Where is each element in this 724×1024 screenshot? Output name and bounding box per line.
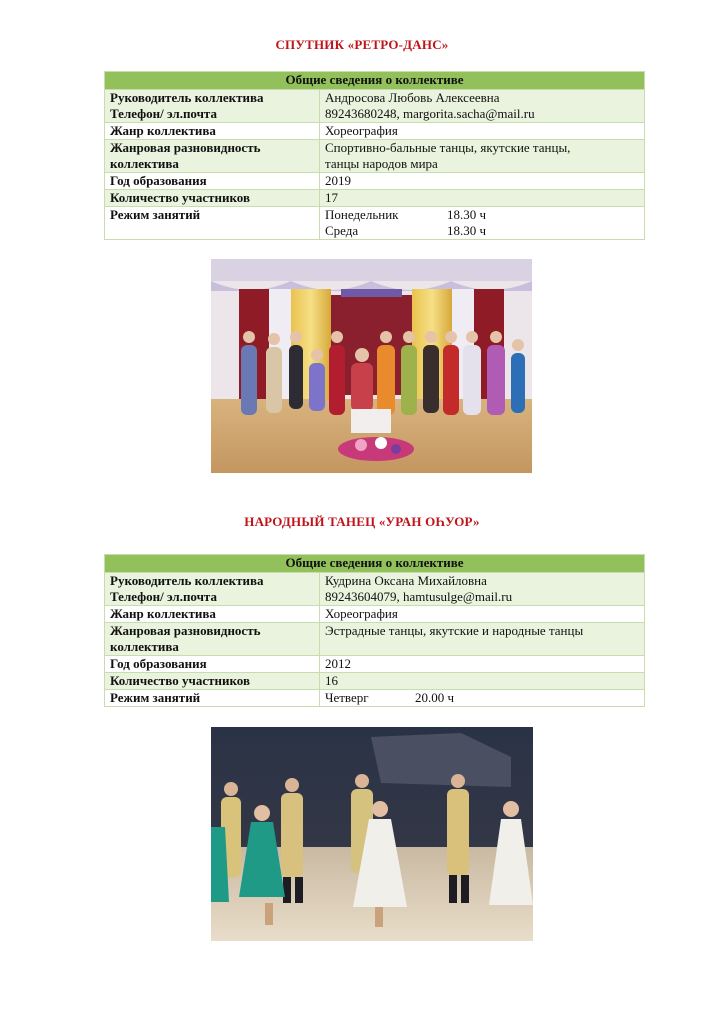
schedule-day: Четверг [325,690,369,705]
table-row-value: 2012 [320,656,645,673]
table-header: Общие сведения о коллективе [105,72,645,90]
table-row-label: Жанровая разновидность коллектива [105,623,320,656]
table-row-label: Руководитель коллектива Телефон/ эл.почта [105,573,320,606]
table-row-value: Кудрина Оксана Михайловна 89243604079, hamtusulge@mail.ru [320,573,645,606]
table-row-label: Жанр коллектива [105,123,320,140]
table-row-label: Жанр коллектива [105,606,320,623]
table-row-label: Год образования [105,173,320,190]
table-row-value: Эстрадные танцы, якутские и народные танцы [320,623,645,656]
group-2-title: НАРОДНЫЙ ТАНЕЦ «УРАН ОҺУОР» [244,514,480,529]
group-1-title: СПУТНИК «РЕТРО-ДАНС» [275,37,449,52]
table-row-value: Андросова Любовь Алексеевна 89243680248, margorita.sacha@mail.ru [320,90,645,123]
table-row-value: 17 [320,190,645,207]
schedule-time: 20.00 ч [415,690,455,705]
table-row-label: Руководитель коллектива Телефон/ эл.почта [105,90,320,123]
schedule-cell [320,690,645,707]
group-2-photo [211,727,533,941]
table-row-value: Хореография [320,606,645,623]
table-row-label: Режим занятий [105,690,320,707]
schedule-time: 18.30 ч [447,223,487,238]
schedule-day: Понедельник [325,207,399,222]
table-row-label: Количество участников [105,190,320,207]
table-header: Общие сведения о коллективе [105,555,645,573]
table-row-label: Количество участников [105,673,320,690]
table-row-value: Хореография [320,123,645,140]
table-row-value: 2019 [320,173,645,190]
group-1-photo-image [211,259,532,473]
table-row-value: Спортивно-бальные танцы, якутские танцы, танцы народов мира [320,140,645,173]
table-row-label: Жанровая разновидность коллектива [105,140,320,173]
group-2-info-table [104,554,645,707]
table-row-label: Режим занятий [105,207,320,240]
group-1-photo [211,259,532,473]
table-row-label: Год образования [105,656,320,673]
group-1-info-table [104,71,645,240]
table-row-value: 16 [320,673,645,690]
schedule-day: Среда [325,223,359,238]
schedule-cell [320,207,645,240]
schedule-time: 18.30 ч [447,207,487,222]
group-2-photo-image [211,727,533,941]
